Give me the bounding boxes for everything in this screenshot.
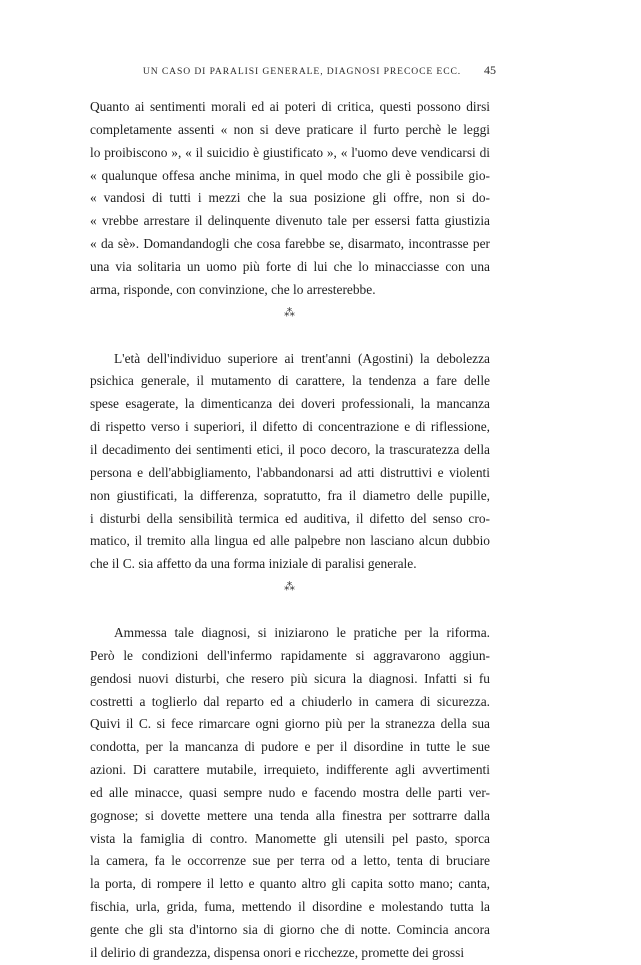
text-line: il delirio di grandezza, dispensa onori e ricchezze, promette dei grossi (90, 944, 465, 960)
asterism-glyph: ⁂ (284, 581, 296, 594)
text-line: il decadimento dei sentimenti etici, il poco decoro, la trascuratezza della (90, 441, 490, 457)
text-line: L'età dell'individuo superiore ai trent'anni (Agostini) la debolezza (114, 350, 490, 366)
text-line: azioni. Di carattere mutabile, irrequieto, indifferente agli avvertimenti (90, 762, 490, 778)
body-text (90, 96, 490, 965)
text-line: persona e dell'abbigliamento, l'abbandonarsi ad atti distruttivi e violenti (90, 464, 490, 480)
text-line: condotta, per la mancanza di pudore e per il disordine in tutte le sue (90, 739, 490, 755)
running-head: UN CASO DI PARALISI GENERALE, DIAGNOSI PRECOCE ECC. (142, 66, 462, 77)
text-line: lo proibiscono », « il suicidio è giustificato », « l'uomo deve vendicarsi di (90, 144, 490, 160)
text-line: « da sè». Domandandogli che cosa farebbe se, disarmato, incontrasse per (90, 236, 490, 252)
text-line: i disturbi della sensibilità termica ed auditiva, il difetto del senso cro- (90, 510, 490, 526)
paragraph-3 (90, 622, 490, 965)
text-line: Quanto ai sentimenti morali ed ai poteri di critica, questi possono dirsi (90, 99, 490, 114)
text-line: fischia, urla, grida, fuma, mettendo il disordine e molestando tutta la (90, 899, 490, 915)
text-line: la porta, di rompere il letto e quanto altro gli capita sotto mano; canta, (90, 876, 490, 892)
text-line: non giustificati, la differenza, sopratutto, fra il diametro delle pupille, (90, 487, 490, 503)
paragraph-2 (90, 348, 490, 576)
page-number: 45 (484, 63, 496, 77)
text-line: gendosi nuovi disturbi, che resero più sicura la diagnosi. Infatti si fu (90, 670, 490, 686)
text-line: una via solitaria un uomo più forte di lui che lo minacciasse con una (90, 258, 490, 274)
text-line: matico, il tremito alla lingua ed alle palpebre non lasciano alcun dubbio (90, 533, 490, 549)
text-line: Però le condizioni dell'infermo rapidamente si aggravarono aggiun- (90, 647, 490, 663)
text-line: arma, risponde, con convinzione, che lo arresterebbe. (90, 281, 376, 297)
text-line: ed alle minacce, quasi sempre nudo e facendo mostra delle parti ver- (90, 784, 490, 800)
text-line: di rispetto verso i superiori, il difetto di concentrazione e di riflessione, (90, 419, 490, 435)
text-line: completamente assenti « non si deve praticare il furto perchè le leggi (90, 121, 490, 137)
text-line: Ammessa tale diagnosi, si iniziarono le pratiche per la riforma. (114, 625, 490, 641)
text-line: la camera, fa le occorrenze sue per terra od a letto, tenta di bruciare (90, 853, 490, 869)
text-line: vista la famiglia di contro. Manomette gli utensili pel pasto, sporca (90, 830, 490, 846)
text-line: « vrebbe arrestare il delinquente divenuto tale per essersi fatta giustizia (90, 213, 490, 229)
asterism-glyph: ⁂ (284, 306, 296, 319)
text-line: « qualunque offesa anche minima, in quel modo che gli è possibile gio- (90, 167, 490, 183)
section-separator (90, 576, 490, 622)
text-line: gente che gli sta d'intorno sia di giorno che di notte. Comincia ancora (90, 922, 490, 937)
text-line: « vandosi di tutti i mezzi che la sua posizione gli offre, non si do- (90, 190, 490, 206)
text-line: spese esagerate, la dimenticanza dei doveri professionali, la mancanza (90, 396, 490, 412)
text-line: Quivi il C. si fece rimarcare ogni giorno più per la stranezza della sua (90, 716, 490, 732)
text-line: gognose; si dovette mettere una tenda alla finestra per sottrarre dalla (90, 807, 490, 823)
text-line: costretti a toglierlo dal reparto ed a chiuderlo in camera di sicurezza. (90, 693, 490, 709)
text-line: che il C. sia affetto da una forma iniziale di paralisi generale. (90, 556, 417, 572)
section-separator (90, 302, 490, 348)
paragraph-1 (90, 96, 490, 302)
text-line: psichica generale, il mutamento di carattere, la tendenza a fare delle (90, 373, 490, 389)
